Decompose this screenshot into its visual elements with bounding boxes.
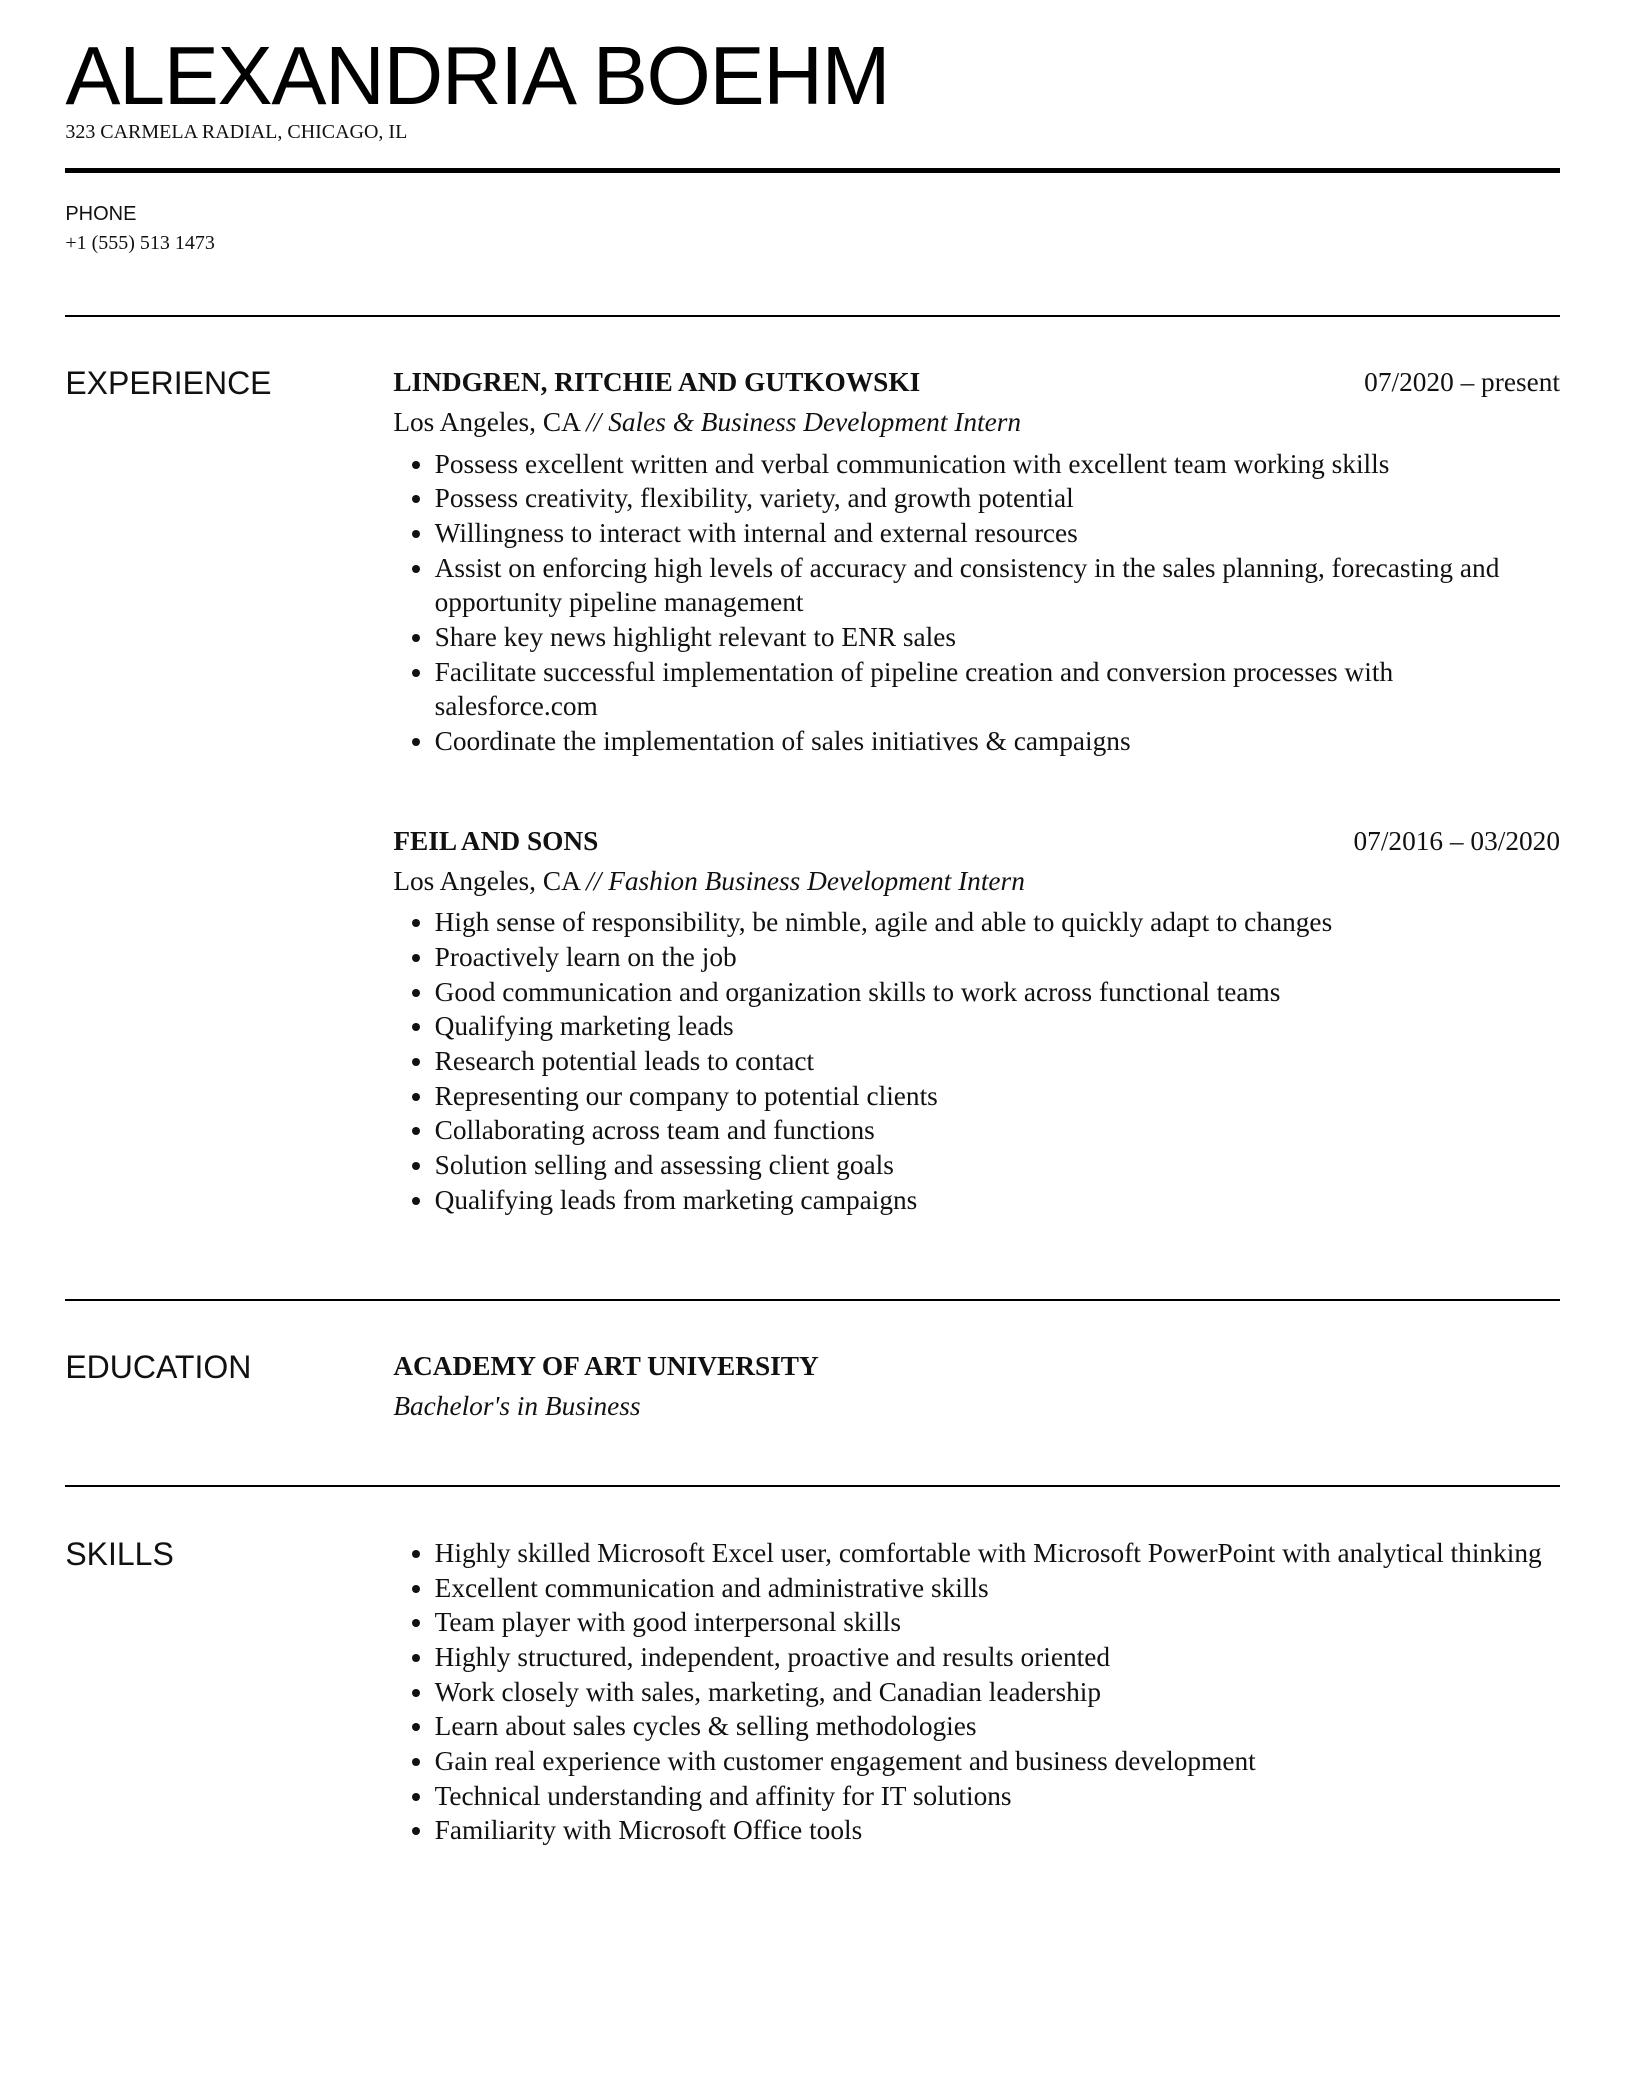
list-item: • Research potential leads to contact	[435, 1044, 1560, 1079]
list-item: • Team player with good interpersonal skills	[435, 1605, 1560, 1640]
skills-list	[393, 1536, 1560, 1848]
skills-bullets	[393, 1536, 1560, 1848]
school: ACADEMY OF ART UNIVERSITY	[393, 1351, 819, 1382]
list-item: • Technical understanding and affinity for IT solutions	[435, 1779, 1560, 1814]
list-item: • Learn about sales cycles & selling methodologies	[435, 1709, 1560, 1744]
address: 323 CARMELA RADIAL, CHICAGO, IL	[65, 121, 408, 144]
list-item: • Willingness to interact with internal and external resources	[435, 516, 1560, 551]
phone-value: +1 (555) 513 1473	[65, 231, 215, 254]
job-bullets	[393, 447, 1560, 759]
list-item: • Coordinate the implementation of sales initiatives & campaigns	[435, 724, 1560, 759]
divider	[65, 1485, 1560, 1487]
list-item: • Share key news highlight relevant to ENR sales	[435, 620, 1560, 655]
dates: 07/2020 – present	[1364, 367, 1560, 398]
section-title: EDUCATION	[65, 1349, 252, 1386]
list-item: • Facilitate successful implementation of pipeline creation and conversion processes with salesforce.com	[435, 655, 1560, 724]
job-entry	[393, 365, 1560, 758]
list-item: • Collaborating across team and functions	[435, 1113, 1560, 1148]
phone-label: PHONE	[65, 202, 137, 225]
list-item: • Possess creativity, flexibility, variety, and growth potential	[435, 481, 1560, 516]
section-title: EXPERIENCE	[65, 365, 272, 402]
header-divider	[65, 168, 1560, 173]
divider	[65, 1299, 1560, 1301]
list-item: • Excellent communication and administrative skills	[435, 1571, 1560, 1606]
degree: Bachelor's in Business	[393, 1391, 641, 1422]
candidate-name: ALEXANDRIA BOEHM	[65, 29, 890, 123]
divider	[65, 315, 1560, 317]
job-bullets	[393, 905, 1560, 1217]
job-entry	[393, 824, 1560, 1217]
list-item: • Representing our company to potential clients	[435, 1079, 1560, 1114]
list-item: • Qualifying marketing leads	[435, 1009, 1560, 1044]
dates: 07/2016 – 03/2020	[1353, 826, 1560, 857]
company: FEIL AND SONS	[393, 826, 599, 857]
list-item: • High sense of responsibility, be nimble, agile and able to quickly adapt to changes	[435, 905, 1560, 940]
list-item: • Good communication and organization skills to work across functional teams	[435, 975, 1560, 1010]
list-item: • Highly structured, independent, proactive and results oriented	[435, 1640, 1560, 1675]
education-entry	[393, 1349, 1560, 1424]
company: LINDGREN, RITCHIE AND GUTKOWSKI	[393, 367, 921, 398]
role: Sales & Business Development Intern	[608, 407, 1022, 438]
list-item: • Proactively learn on the job	[435, 940, 1560, 975]
list-item: • Qualifying leads from marketing campaigns	[435, 1183, 1560, 1218]
list-item: • Gain real experience with customer engagement and business development	[435, 1744, 1560, 1779]
list-item: • Familiarity with Microsoft Office tools	[435, 1813, 1560, 1848]
list-item: • Solution selling and assessing client goals	[435, 1148, 1560, 1183]
list-item: • Highly skilled Microsoft Excel user, comfortable with Microsoft PowerPoint with analytical thinking	[435, 1536, 1560, 1571]
experience-list	[393, 365, 1560, 1282]
location: Los Angeles, CA	[393, 866, 580, 897]
separator: //	[586, 407, 602, 438]
location: Los Angeles, CA	[393, 407, 580, 438]
role: Fashion Business Development Intern	[608, 866, 1025, 897]
list-item: • Possess excellent written and verbal communication with excellent team working skills	[435, 447, 1560, 482]
section-title: SKILLS	[65, 1535, 174, 1572]
separator: //	[586, 866, 602, 897]
list-item: • Work closely with sales, marketing, and Canadian leadership	[435, 1675, 1560, 1710]
list-item: • Assist on enforcing high levels of accuracy and consistency in the sales planning, forecasting and opportunity pipeline management	[435, 551, 1560, 620]
